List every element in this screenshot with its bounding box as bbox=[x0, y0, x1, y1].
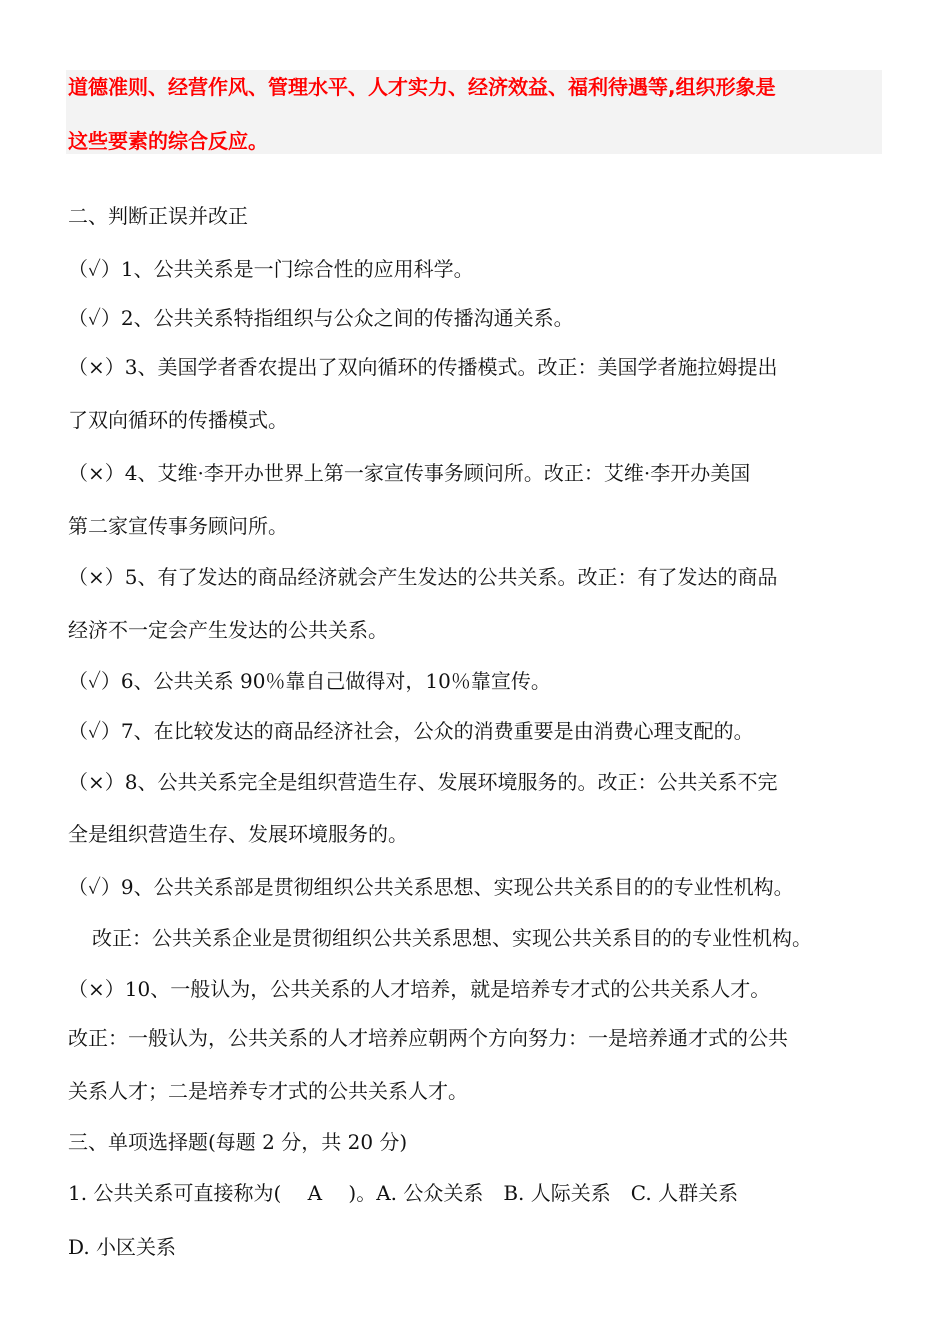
judgement-item-3: （×）3、美国学者香农提出了双向循环的传播模式。改正：美国学者施拉姆提出 bbox=[68, 355, 778, 379]
intro-line-2: 这些要素的综合反应。 bbox=[68, 129, 268, 153]
choice-question-1-option-d: D. 小区关系 bbox=[68, 1235, 177, 1259]
judgement-item-10-correction: 改正：一般认为，公共关系的人才培养应朝两个方向努力：一是培养通才式的公共 bbox=[68, 1026, 788, 1050]
intro-line-1: 道德准则、经营作风、管理水平、人才实力、经济效益、福利待遇等,组织形象是 bbox=[68, 75, 776, 99]
judgement-item-6: （✓）6、公共关系 90％靠自己做得对，10％靠宣传。 bbox=[68, 669, 551, 693]
judgement-item-8-cont: 全是组织营造生存、发展环境服务的。 bbox=[68, 822, 408, 846]
judgement-item-8: （×）8、公共关系完全是组织营造生存、发展环境服务的。改正：公共关系不完 bbox=[68, 770, 778, 794]
judgement-item-5: （×）5、有了发达的商品经济就会产生发达的公共关系。改正：有了发达的商品 bbox=[68, 565, 778, 589]
judgement-item-4: （×）4、艾维·李开办世界上第一家宣传事务顾问所。改正：艾维·李开办美国 bbox=[68, 461, 751, 485]
judgement-item-7: （✓）7、在比较发达的商品经济社会，公众的消费重要是由消费心理支配的。 bbox=[68, 719, 754, 743]
judgement-item-5-cont: 经济不一定会产生发达的公共关系。 bbox=[68, 618, 388, 642]
judgement-item-4-cont: 第二家宣传事务顾问所。 bbox=[68, 514, 288, 538]
judgement-item-9-correction: 改正：公共关系企业是贯彻组织公共关系思想、实现公共关系目的的专业性机构。 bbox=[92, 926, 812, 950]
judgement-item-2: （✓）2、公共关系特指组织与公众之间的传播沟通关系。 bbox=[68, 306, 574, 330]
section-2-heading: 二、判断正误并改正 bbox=[68, 204, 248, 228]
judgement-item-9: （✓）9、公共关系部是贯彻组织公共关系思想、实现公共关系目的的专业性机构。 bbox=[68, 875, 794, 899]
judgement-item-3-cont: 了双向循环的传播模式。 bbox=[68, 408, 288, 432]
judgement-item-1: （✓）1、公共关系是一门综合性的应用科学。 bbox=[68, 257, 474, 281]
judgement-item-10-correction-cont: 关系人才；二是培养专才式的公共关系人才。 bbox=[68, 1079, 468, 1103]
section-3-heading: 三、单项选择题(每题 2 分，共 20 分) bbox=[68, 1130, 408, 1154]
judgement-item-10: （×）10、一般认为，公共关系的人才培养，就是培养专才式的公共关系人才。 bbox=[68, 977, 771, 1001]
choice-question-1: 1. 公共关系可直接称为( A )。A. 公众关系 B. 人际关系 C. 人群关系 bbox=[68, 1181, 739, 1205]
